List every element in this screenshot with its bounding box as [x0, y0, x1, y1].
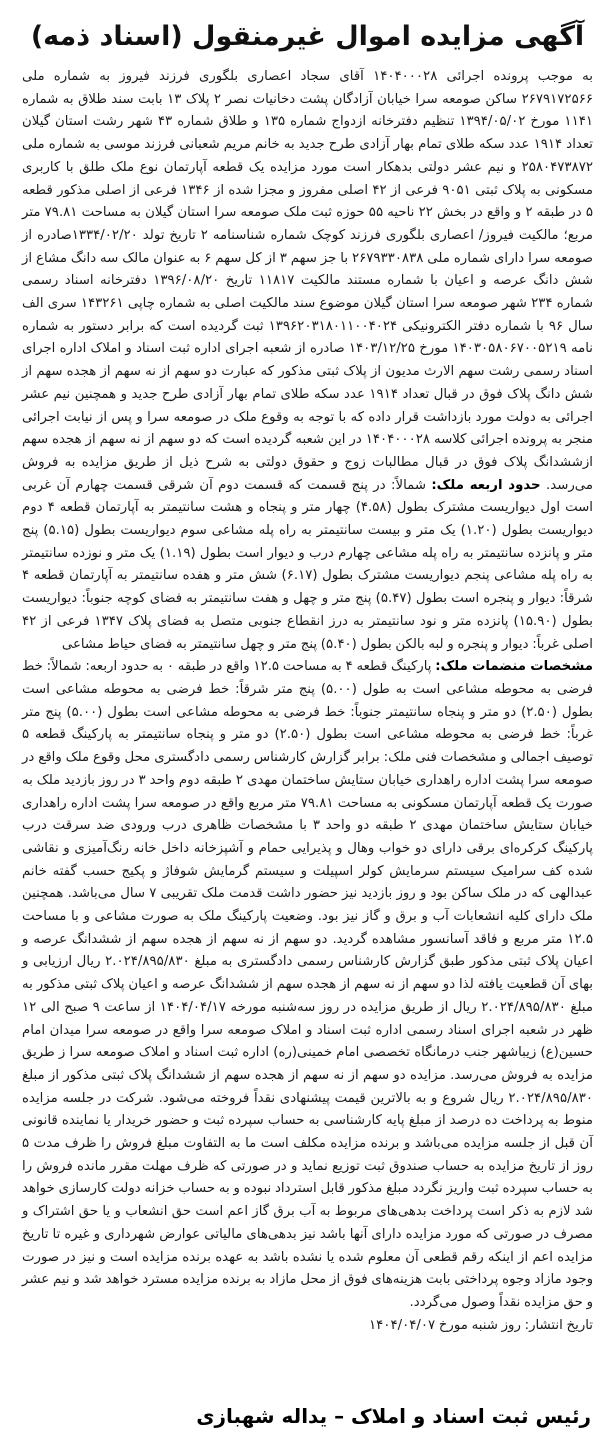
main-text: به موجب پرونده اجرائی ۱۴۰۴۰۰۰۲۸ آقای سجاد اعصاری بلگوری فرزند فیروز به شماره ملی ۲۶۷۹۱۷۲۵۶۶ ساکن صومعه سرا خیابان آزادگان پشت دخانیات نصر ۲ پلاک ۱۳ بابت سند طلاق به شماره ۱۱۴۱ مورخ ۱۳۹۴/۰۵/۰۲ تنظیم دفترخانه ازدواج شماره ۱۳۵ و طلاق شماره ۴۳ شهر رشت استان گیلان تعداد ۱۹۱۴ عدد سکه طلای تمام بهار آزادی طرح جدید به خانم مریم شعبانی فرزند موسی به شماره ملی ۲۵۸۰۴۷۳۸۷۲ و نیم عشر دولتی بدهکار است مورد مزایده یک قطعه آپارتمان نوع ملک طلق با کاربری مسکونی به پلاک ثبتی ۹۰۵۱ فرعی از ۴۲ اصلی مفروز و مجزا شده از ۱۳۴۶ فرعی از اصلی مذکور قطعه ۵ در طبقه ۲ و واقع در بخش ۲۲ ناحیه ۵۵ حوزه ثبت ملک صومعه سرا استان گیلان به مساحت ۷۹.۸۱ متر مربع؛ مالکیت فیروز/ اعصاری بلگوری فرزند کوچک شماره شناسنامه ۲ تاریخ تولد ۱۳۳۴/۰۲/۲۰صادره از صومعه سرا دارای شماره ملی ۲۶۷۹۳۳۰۸۳۸ با جز سهم ۳ از کل سهم ۶ به عنوان مالک سه دانگ مشاع از شش دانگ عرصه و اعیان با شماره مستند مالکیت ۱۱۸۱۷ تاریخ ۱۳۹۶/۰۸/۲۰ دفترخانه اسناد رسمی شماره ۲۳۴ شهر صومعه سرا استان گیلان موضوع سند مالکیت اصلی به شماره چاپی ۱۴۳۲۶۱ سری الف سال ۹۶ با شماره دفتر الکترونیکی ۱۳۹۶۲۰۳۱۸۰۱۱۰۰۴۰۲۴ ثبت گردیده است که برابر دستور به شماره نامه ۱۴۰۳۰۵۸۰۶۷۰۰۵۲۱۹ مورخ ۱۴۰۳/۱۲/۲۵ صادره از شعبه اجرای اداره ثبت اسناد و املاک اداره اجرای اسناد رسمی رشت سهم الارث مدیون از پلاک ثبتی مذکور که عبارت دو سهم از نه سهم از هجده سهم از شش دانگ پلاک فوق در قبال تعداد ۱۹۱۴ عدد سکه طلای تمام بهار آزادی طرح جدید و همچنین نیم عشر اجرائی به دولت مورد بازداشت قرار داده که با توجه به وقوع ملک در صومعه سرا و پس از نیابت اجرائی منجر به پرونده اجرائی کلاسه ۱۴۰۴۰۰۰۲۸ در این شعبه گردیده است که دو سهم از نه سهم از هجده سهم ازششدانگ پلاک فوق در قبال مطالبات زوج و حقوق دولتی به شرح ذیل از طریق مزایده به فروش می‌رسد.	[22, 69, 594, 493]
annex-text: پارکینگ قطعه ۴ به مساحت ۱۲.۵ واقع در طبقه ۰ به حدود اربعه: شمالاً: خط فرضی به محوطه مشاعی است به طول (۵.۰۰) پنج متر شرقاً: خط فرضی به محوطه مشاعی است بطول (۲.۵۰) دو متر و پنجاه سانتیمتر جنوباً: خط فرضی به محوطه مشاعی است بطول (۵.۰۰) پنج متر غرباً: خط فرضی به محوطه مشاعی است بطول (۲.۵۰) دو متر و پنجاه سانتیمتر به پارکینگ قطعه ۵ توصیف اجمالی و مشخصات فنی ملک: برابر گزارش کارشناس رسمی دادگستری محل وقوع ملک واقع در صومعه سرا پشت اداره راهداری خیابان ستایش ساختمان مهدی ۲ طبقه دوم واحد ۳ در روز بازدید ملک به صورت یک قطعه آپارتمان مسکونی به مساحت ۷۹.۸۱ متر مربع واقع در صومعه سرا پشت اداره راهداری خیابان ستایش ساختمان مهدی ۲ طبقه دو واحد ۳ با مشخصات ظاهری درب ورودی ضد سرقت درب پارکینگ کرکره‌ای برقی دارای دو خواب وهال و پذیرایی حمام و آشپزخانه داخل خانه رنگ‌آمیزی و نقاشی شده کف سرامیک سیستم سرمایش کولر اسپیلت و سیستم گرمایش شوفاژ و پکیج حسب گفته خانم عبدالهی که در ملک ساکن بود و روز بازدید نیز حضور داشت قدمت ملک تقریبی ۷ سال می‌باشد. همچنین ملک دارای کلیه انشعابات آب و برق و گاز نیز بود. وضعیت پارکینگ ملک به صورت مشاعی و با مساحت ۱۲.۵ متر مربع و فاقد آسانسور مشاهده گردید. دو سهم از نه سهم از هجده سهم از ششدانگ عرصه و اعیان پلاک ثبتی مذکور طبق گزارش کارشناس رسمی دادگستری به مبلغ ۲.۰۲۴/۸۹۵/۸۳۰ ریال ارزیابی و بهای آن قطعیت یافته لذا دو سهم از نه سهم از هجده سهم از ششدانگ عرصه و اعیان پلاک ثبتی مذکور به مبلغ ۲.۰۲۴/۸۹۵/۸۳۰ ریال از طریق مزایده در روز سه‌شنبه مورخه ۱۴۰۴/۰۴/۱۷ از ساعت ۹ صبح الی ۱۲ ظهر در شعبه اجرای اسناد رسمی اداره ثبت اسناد و املاک صومعه سرا واقع در صومعه سرا میدان امام حسین(ع) زیباشهر جنب درمانگاه تخصصی امام خمینی(ره) اداره ثبت اسناد و املاک صومعه سرا ز طریق مزایده به فروش می‌رسد. مزایده دو سهم از نه سهم از هجده سهم از ششدانگ پلاک ثبتی مذکور از مبلغ ۲.۰۲۴/۸۹۵/۸۳۰ ریال شروع و به بالاترین قیمت پیشنهادی نقداً فروخته می‌شود. شرکت در جلسه مزایده منوط به پرداخت ده درصد از مبلغ پایه کارشناسی به حساب سپرده ثبت و حضور خریدار یا نماینده قانونی آن قبل از جلسه مزایده می‌باشد و برنده مزایده مکلف است ما به التفاوت مبلغ فروش را ظرف مدت ۵ روز از تاریخ مزایده به حساب صندوق ثبت توزیع نماید و در صورتی که ظرف مهلت مقرر مانده فروش را به حساب سپرده ثبت واریز نگردد مبلغ مذکور قابل استرداد نبوده و به حساب خزانه دولت کارسازی خواهد شد لازم به ذکر است پرداخت بدهی‌های مربوط به آب برق گاز اعم است حق انشعاب و یا حق اشتراک و مصرف در صورتی که مورد مزایده دارای آنها باشد نیز بدهی‌های مالیاتی عوارض شهرداری و غیره تا تاریخ مزایده اعم از اینکه رقم قطعی آن معلوم شده یا نشده باشد به عهده برنده مزایده است و نیز در صورت وجود مازاد وجوه پرداختی بابت هزینه‌های فوق از محل مازاد به برنده مزایده مسترد خواهد شد و نیم عشر و حق مزایده نقداً وصول می‌گردد.	[22, 659, 594, 1310]
notice-paragraph-main	[22, 66, 593, 656]
publish-date: تاریخ انتشار: روز شنبه مورخ ۱۴۰۴/۰۴/۰۷	[369, 1317, 593, 1333]
notice-paragraph-annex	[22, 656, 593, 1314]
boundaries-text: شمالاً: در پنج قسمت که قسمت دوم آن شرقی قسمت چهارم آن غربی است اول دیواریست مشترک بطول (۴.۵۸) چهار متر و پنجاه و هشت سانتیمتر به آپارتمان قطعه ۴ دوم دیواریست بطول (۱.۲۰) یک متر و بیست سانتیمتر به راه پله مشاعی سوم دیواریست بطول (۵.۱۵) پنج متر و پانزده سانتیمتر به راه پله مشاعی چهارم درب و دیوار است بطول (۱.۱۹) یک متر و نوزده سانتیمتر به راه پله مشاعی پنجم دیواریست مشترک بطول (۶.۱۷) شش متر و هفده سانتیمتر به آپارتمان قطعه ۴ شرقاً: دیوار و پنجره است بطول (۵.۴۷) پنج متر و چهل و هفت سانتیمتر به فضای کوچه جنوباً: دیواریست بطول (۱۵.۹۰) پانزده متر و نود سانتیمتر به درز انقطاع جنوبی متصل به فضای پلاک ۱۳۴۷ فرعی از ۴۲ اصلی غرباً: دیوار و پنجره و لبه بالکن بطول (۵.۴۰) پنج متر و چهل سانتیمتر به فضای حیاط مشاعی	[22, 477, 594, 652]
signature: رئیس ثبت اسناد و املاک – یداله شهبازی	[196, 1404, 591, 1428]
boundaries-label: حدود اربعه ملک:	[431, 477, 541, 493]
notice-body	[22, 66, 593, 1393]
notice-title: آگهی مزایده اموال غیرمنقول (اسناد ذمه)	[30, 21, 585, 52]
annex-label: مشخصات منضمات ملک:	[435, 659, 594, 675]
